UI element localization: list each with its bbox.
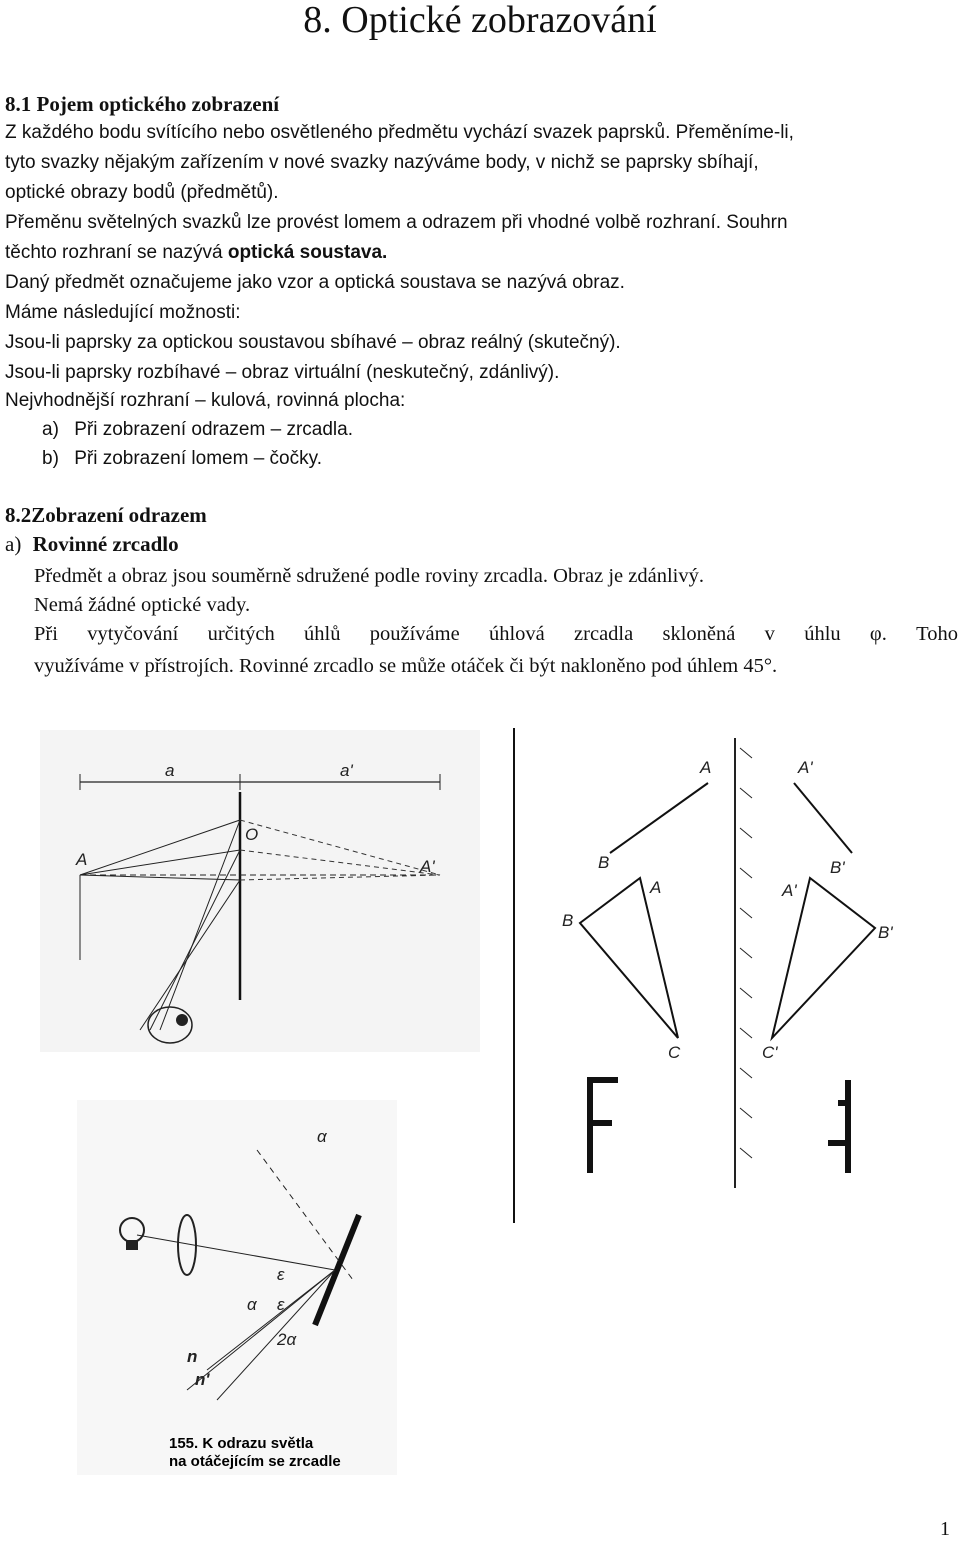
list-text: Při zobrazení lomem – čočky. xyxy=(74,448,322,469)
page-title: 8. Optické zobrazování xyxy=(303,0,657,41)
label-n-prime: n' xyxy=(195,1370,210,1389)
label-alpha-top: α xyxy=(317,1127,327,1146)
label-A: A xyxy=(76,850,88,869)
subheading-marker: a) xyxy=(5,532,22,556)
label-two-alpha: 2α xyxy=(277,1330,297,1349)
paragraph-line: Přeměnu světelných svazků lze provést lomem a odrazem při vhodné volbě rozhraní. Souhrn xyxy=(5,212,788,233)
paragraph-line: Nejvhodnější rozhraní – kulová, rovinná plocha: xyxy=(5,390,406,411)
subheading-text: Rovinné zrcadlo xyxy=(32,532,179,556)
label-B-top: B xyxy=(598,853,610,872)
paragraph-line: optické obrazy bodů (předmětů). xyxy=(5,182,279,203)
paragraph-line: Předmět a obraz jsou souměrně sdružené podle roviny zrcadla. Obraz je zdánlivý. xyxy=(34,565,704,587)
label-alpha: α xyxy=(247,1295,257,1314)
label-epsilon-2: ε xyxy=(277,1295,285,1314)
page-number: 1 xyxy=(940,1518,950,1540)
list-text: Při zobrazení odrazem – zrcadla. xyxy=(74,419,353,440)
list-item xyxy=(42,415,353,444)
label-A-tri: A xyxy=(650,878,662,897)
paragraph-line xyxy=(5,238,387,267)
label-O: O xyxy=(245,825,259,844)
label-B-prime-top: B' xyxy=(830,858,845,877)
label-A-prime-top: A' xyxy=(798,758,813,777)
label-n: n xyxy=(187,1347,198,1366)
list-item xyxy=(42,444,322,473)
section-heading-8-1: 8.1 Pojem optického zobrazení xyxy=(5,92,280,116)
heading-text: Zobrazení odrazem xyxy=(31,503,207,527)
section-heading-8-2 xyxy=(5,503,207,528)
label-a-prime: a' xyxy=(340,761,353,780)
label-A-prime-tri: A' xyxy=(782,881,797,900)
figure-plane-mirror-eye xyxy=(40,730,480,1052)
label-a: a xyxy=(165,761,175,780)
list-marker: a) xyxy=(42,419,59,440)
label-C-prime: C' xyxy=(762,1043,778,1062)
subheading xyxy=(5,530,179,559)
figure-mirror-triangles xyxy=(500,728,928,1223)
paragraph-line: Jsou-li paprsky rozbíhavé – obraz virtuální (neskutečný, zdánlivý). xyxy=(5,362,560,383)
paragraph-line: využíváme v přístrojích. Rovinné zrcadlo se může otáček či být nakloněno pod úhlem 45°. xyxy=(34,655,778,677)
paragraph-line: Jsou-li paprsky za optickou soustavou sbíhavé – obraz reálný (skutečný). xyxy=(5,332,621,353)
label-B-tri: B xyxy=(562,911,574,930)
paragraph-line: Máme následující možnosti: xyxy=(5,302,241,323)
figure-caption-line1: 155. K odrazu světla xyxy=(169,1435,314,1452)
figure-caption-line2: na otáčejícím se zrcadle xyxy=(169,1453,341,1470)
bold-term: optická soustava. xyxy=(227,242,388,263)
label-A-top: A xyxy=(700,758,712,777)
list-marker: b) xyxy=(42,448,59,469)
paragraph-line: Z každého bodu svítícího nebo osvětleného předmětu vychází svazek paprsků. Přeměníme-li, xyxy=(5,122,794,143)
label-A-prime: A' xyxy=(420,857,435,876)
figure-rotating-mirror xyxy=(77,1100,397,1475)
paragraph-line: Nemá žádné optické vady. xyxy=(34,594,251,616)
heading-number: 8.2 xyxy=(5,503,32,527)
line-text: těchto rozhraní se nazývá xyxy=(5,242,228,263)
label-B-prime-tri: B' xyxy=(878,923,893,942)
paragraph-line: tyto svazky nějakým zařízením v nové svazky nazýváme body, v nichž se paprsky sbíhají, xyxy=(5,152,759,173)
paragraph-line: Daný předmět označujeme jako vzor a optická soustava se nazývá obraz. xyxy=(5,272,625,293)
paragraph-line: Při vytyčování určitých úhlů používáme úhlová zrcadla skloněná v úhlu φ. Toho xyxy=(34,623,958,645)
label-epsilon-1: ε xyxy=(277,1265,285,1284)
label-C: C xyxy=(668,1043,681,1062)
